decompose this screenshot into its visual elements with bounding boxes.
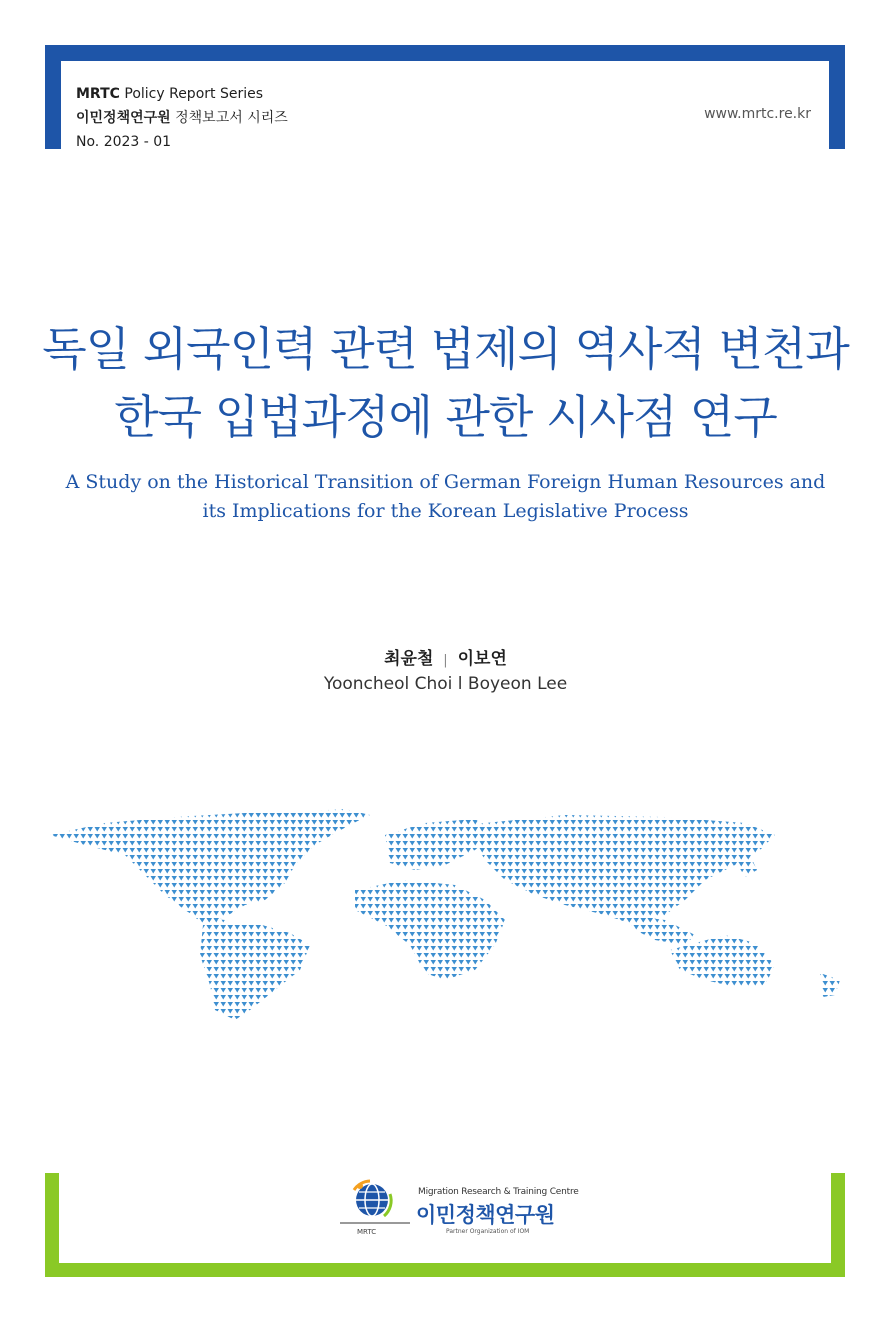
series-en-rest: Policy Report Series (119, 86, 264, 102)
title-en-line2: its Implications for the Korean Legislative Process (202, 500, 689, 522)
logo-partner-text: Partner Organization of IOM (446, 1228, 530, 1235)
author-ko-first: 최윤철 (384, 649, 434, 669)
title-ko-line2: 한국 입법과정에 관한 시사점 연구 (114, 390, 777, 444)
report-number: No. 2023 - 01 (76, 134, 172, 150)
series-info (76, 82, 288, 154)
author-ko-second: 이보연 (457, 649, 507, 669)
website-url: www.mrtc.re.kr (704, 106, 811, 122)
authors-english: Yooncheol Choi l Boyeon Lee (323, 674, 568, 694)
series-ko-bold: 이민정책연구원 (76, 110, 171, 126)
world-map-graphic (45, 805, 855, 1025)
series-en-bold: MRTC (76, 86, 120, 102)
title-ko-line1: 독일 외국인력 관련 법제의 역사적 변천과 (42, 322, 849, 376)
title-en-line1: A Study on the Historical Transition of German Foreign Human Resources and (65, 471, 826, 493)
logo-english-name: Migration Research & Training Centre (418, 1187, 579, 1197)
author-separator: | (443, 653, 448, 668)
authors-korean (0, 644, 891, 669)
series-ko-rest: 정책보고서 시리즈 (170, 110, 288, 126)
title-english (0, 468, 891, 526)
title-korean (0, 315, 891, 451)
logo-acronym: MRTC (357, 1228, 377, 1236)
logo-korean-name: 이민정책연구원 (416, 1203, 555, 1227)
